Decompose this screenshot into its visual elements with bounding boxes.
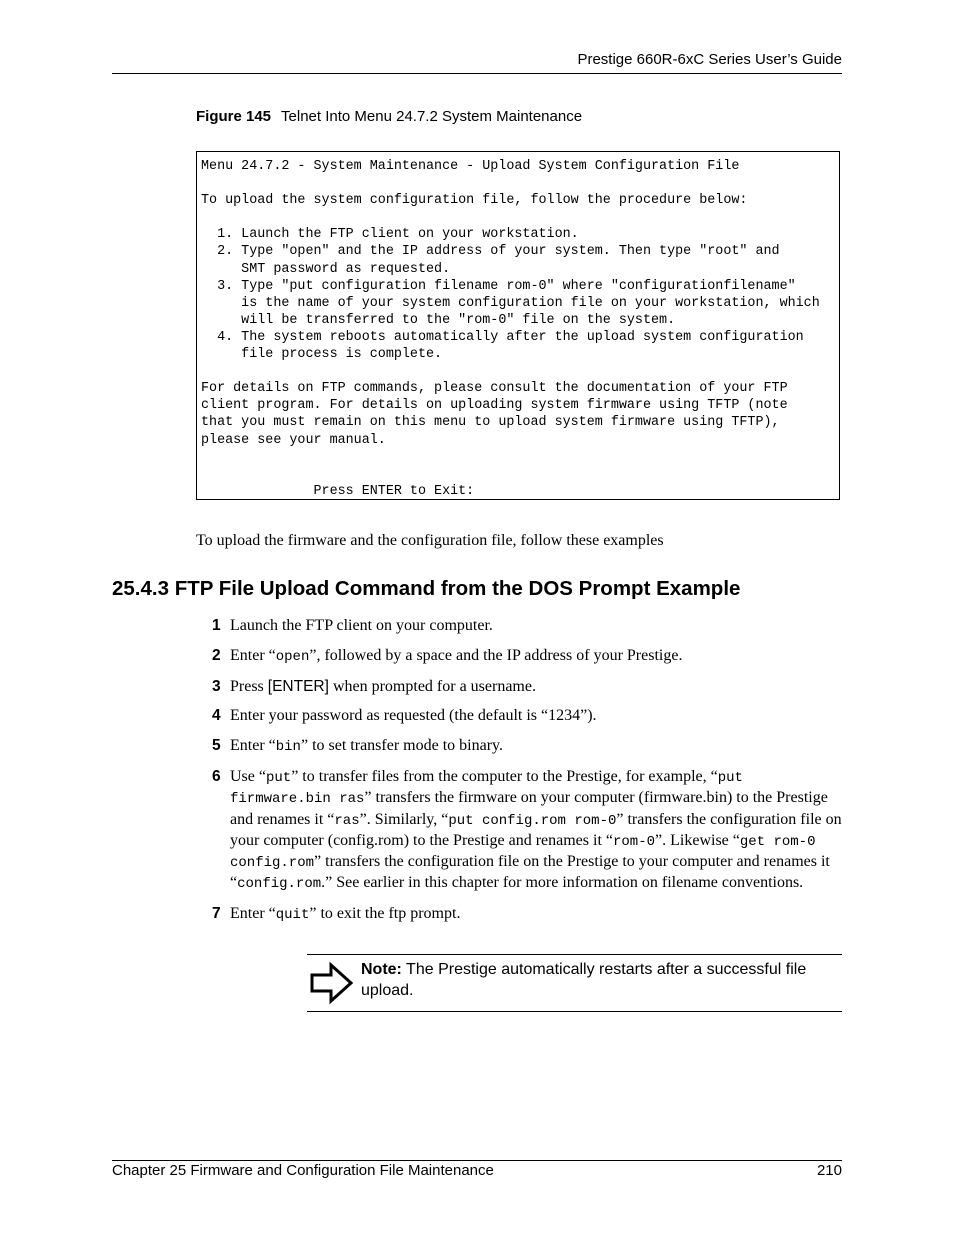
telnet-screen <box>196 151 840 500</box>
list-item <box>196 646 842 667</box>
command-text: rom-0 <box>613 833 656 850</box>
figure-label: Figure 145 <box>196 108 272 125</box>
note-text <box>361 959 838 1001</box>
step-text: ”. Similarly, “ <box>359 810 449 828</box>
footer-chapter: Chapter 25 Firmware and Configuration File Maintenance <box>112 1162 494 1179</box>
step-text: Enter “ <box>230 646 276 664</box>
step-text: ”. Likewise “ <box>655 831 740 849</box>
step-text: Enter “ <box>230 737 276 755</box>
step-text: ” to transfer files from the computer to the Prestige, for example, “ <box>291 767 718 785</box>
command-text: config.rom <box>237 876 322 893</box>
page-number: 210 <box>816 1162 842 1179</box>
figure-caption-text: Telnet Into Menu 24.7.2 System Maintenance <box>281 108 583 125</box>
step-number: 5 <box>212 737 221 755</box>
step-text: ” to set transfer mode to binary. <box>300 737 503 755</box>
step-text: when prompted for a username. <box>328 677 536 695</box>
step-text: Launch the FTP client on your computer. <box>230 617 493 634</box>
section-heading: 25.4.3 FTP File Upload Command from the DOS Prompt Example <box>112 577 741 600</box>
list-item <box>196 616 842 636</box>
footer-divider <box>112 1160 842 1161</box>
list-item <box>196 736 842 757</box>
intro-paragraph: To upload the firmware and the configuration file, follow these examples <box>196 532 664 549</box>
step-text: ” transfers the configuration file on your computer (config.rom) to the Prestige and renames it “ <box>230 810 842 849</box>
step-text: ” transfers the firmware on your computer (firmware.bin) to the Prestige and renames it “ <box>230 789 828 828</box>
step-text: Use “ <box>230 767 266 785</box>
arrow-right-icon <box>309 961 355 1005</box>
step-number: 4 <box>212 707 221 725</box>
step-text: .” See earlier in this chapter for more information on filename conventions. <box>321 874 804 892</box>
key-label: [ENTER] <box>267 677 329 695</box>
step-number: 6 <box>212 767 221 785</box>
step-number: 2 <box>212 646 221 664</box>
step-text: ” transfers the configuration file on the Prestige to your computer and renames it “ <box>230 853 830 892</box>
step-list <box>196 616 842 935</box>
list-item <box>196 677 842 697</box>
figure-caption <box>196 108 582 125</box>
step-number: 1 <box>212 617 221 634</box>
step-number: 7 <box>212 905 221 923</box>
list-item <box>196 706 842 726</box>
step-text: Enter your password as requested (the default is “1234”). <box>230 707 597 725</box>
list-item <box>196 904 842 925</box>
command-text: put firmware.bin ras <box>230 769 743 808</box>
step-text: ”, followed by a space and the IP address of your Prestige. <box>309 646 683 664</box>
command-text: bin <box>275 739 301 756</box>
header-divider <box>112 73 842 74</box>
telnet-screen-text: Menu 24.7.2 - System Maintenance - Upload System Configuration File To upload the system configuration file, follow the procedure below: 1. Launch the FTP client on your workstation. 2. Type "open" and the IP address of your system. Then type "root" and SMT password as requested. 3. Type "put configuration filename rom-0" where "configurationfilename" is the name of your system configuration file on your workstation, which will be transferred to the "rom-0" file on the system. 4. The system reboots automatically after the upload system configuration file process is complete. For details on FTP commands, please consult the documentation of your FTP client program. For details on uploading system firmware using TFTP (note that you must remain on this menu to upload system firmware using TFTP), please see your manual. Press ENTER to Exit: <box>201 159 820 499</box>
command-text: quit <box>275 907 310 924</box>
note-box <box>307 954 842 1012</box>
note-label: Note: <box>361 961 402 978</box>
step-text: ” to exit the ftp prompt. <box>309 905 461 923</box>
note-body: The Prestige automatically restarts after a successful file upload. <box>361 961 807 999</box>
step-number: 3 <box>212 677 221 695</box>
step-text: Press <box>230 677 268 695</box>
command-text: open <box>275 648 310 665</box>
command-text: ras <box>334 812 360 829</box>
command-text: put config.rom rom-0 <box>448 812 617 829</box>
step-text: Enter “ <box>230 905 276 923</box>
list-item <box>196 767 842 895</box>
command-text: get rom-0 config.rom <box>230 833 816 872</box>
command-text: put <box>265 769 292 786</box>
running-header: Prestige 660R-6xC Series User’s Guide <box>577 51 842 68</box>
